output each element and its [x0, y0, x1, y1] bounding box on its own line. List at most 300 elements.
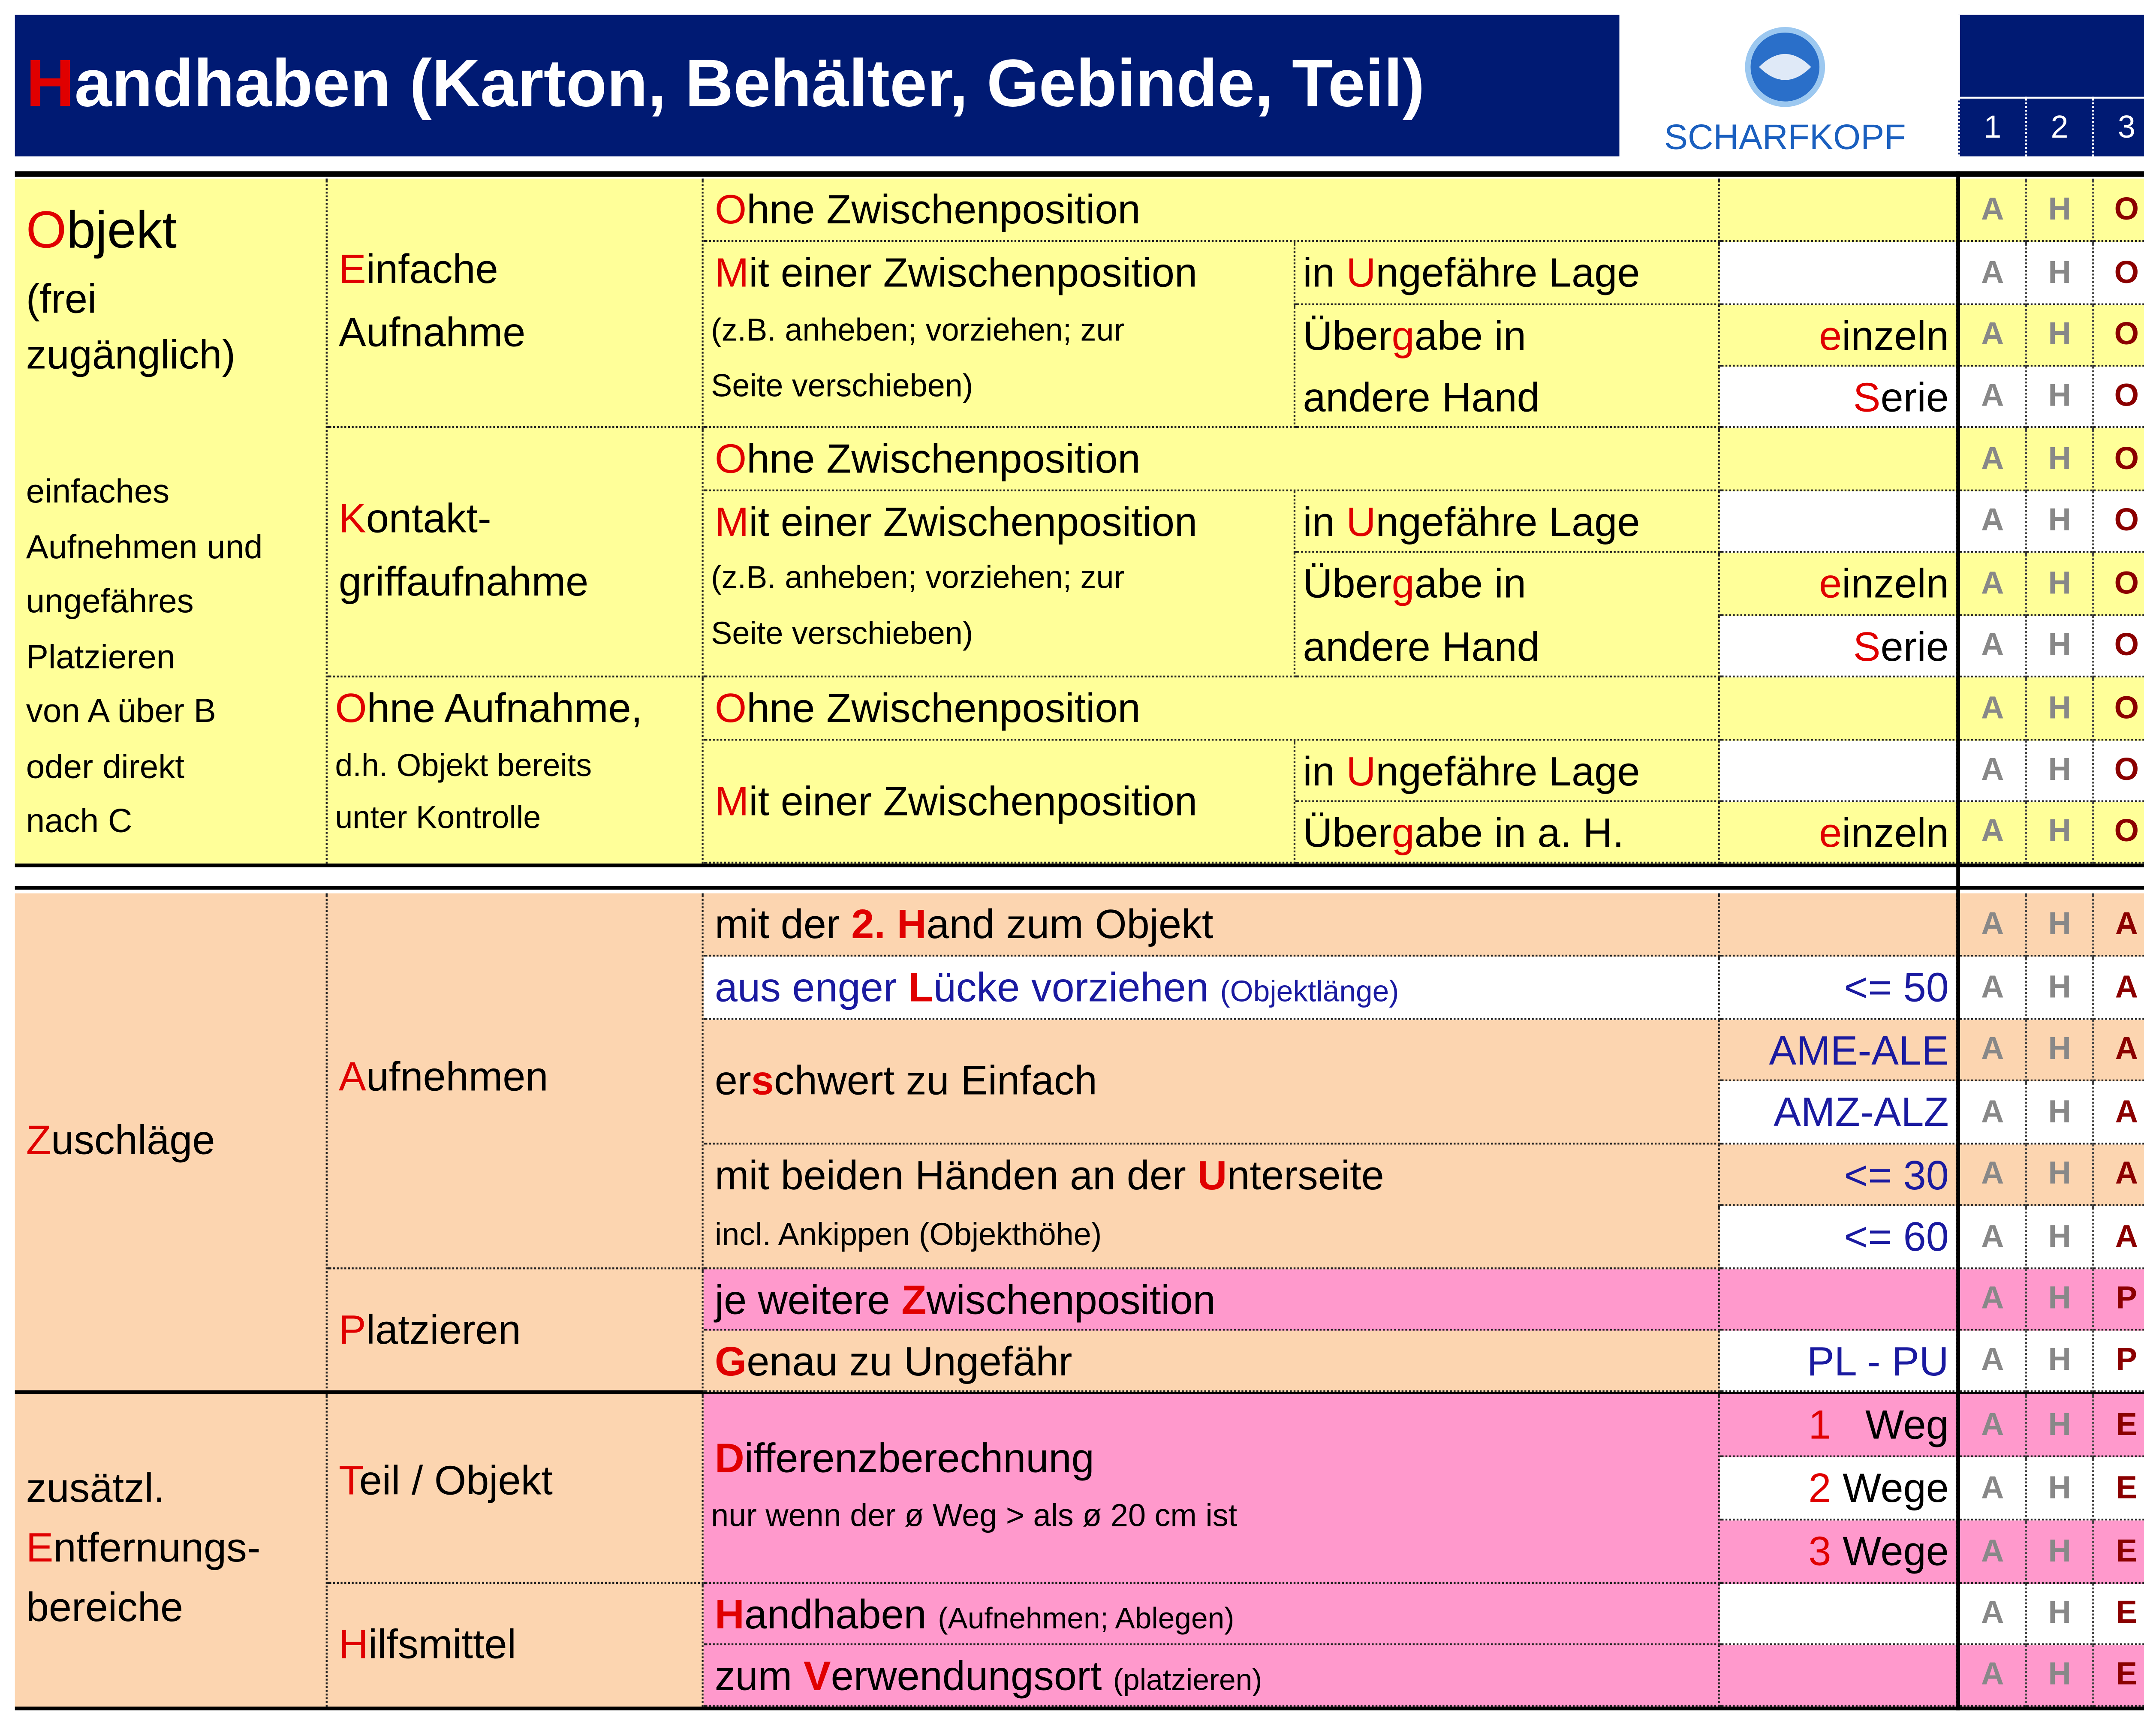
r1-post: and zum Objekt [926, 900, 1214, 948]
code-cell [2025, 491, 2092, 553]
row-weitere-zwischenposition [704, 1269, 1720, 1330]
d-first: D [714, 1435, 744, 1482]
andere-hand [1295, 616, 1720, 677]
code-value: A [2115, 1218, 2138, 1254]
code-cell [2092, 1645, 2144, 1706]
code-value: E [2116, 1532, 2137, 1568]
ohne-first: O [714, 435, 747, 482]
code-col-3 [2092, 97, 2144, 156]
code-value: O [2114, 502, 2139, 538]
r2-small: (Objektlänge) [1220, 977, 1399, 1009]
code-cell [1958, 1457, 2025, 1521]
code-cell [2025, 957, 2092, 1020]
r2-l: L [908, 964, 933, 1011]
code-cell [2025, 1520, 2092, 1584]
code-value: H [2048, 440, 2071, 476]
h-first: H [714, 1591, 744, 1638]
kontakt-rest: ontakt- [366, 495, 491, 542]
h-small: (Aufnehmen; Ablegen) [938, 1604, 1235, 1636]
v-pre: zum [714, 1652, 804, 1700]
objekt-desc-line: oder direkt [26, 747, 184, 785]
code-cell [2092, 179, 2144, 242]
code-value: A [2115, 1093, 2138, 1129]
objekt-label [26, 201, 177, 261]
value-cell [1720, 1020, 1958, 1081]
r3-pre: er [714, 1057, 751, 1104]
code-cell [1958, 179, 2025, 242]
r3-value1: AME-ALE [1769, 1027, 1949, 1074]
row-erschwert [704, 1020, 1720, 1145]
r8-post: enau zu Ungefähr [747, 1338, 1072, 1385]
code-value: A [1981, 502, 2004, 538]
code-value: H [2048, 1656, 2071, 1692]
code-value: A [1981, 1342, 2004, 1378]
code-value: H [2048, 1406, 2071, 1441]
code-value: H [2048, 1155, 2071, 1191]
einzeln [1720, 553, 1958, 616]
code-value: H [2048, 565, 2071, 600]
w1-num: 1 [1808, 1401, 1831, 1448]
ohne-aufnahme-first: O [335, 685, 367, 731]
separator [15, 171, 2144, 177]
mit-zwischenposition [704, 242, 1295, 305]
in-label: in [1303, 249, 1346, 296]
ohne-aufnahme-line3: unter Kontrolle [335, 800, 541, 836]
r1-2: 2. [851, 900, 885, 948]
objekt-frei: (frei [26, 275, 97, 322]
code-cell [2025, 1331, 2092, 1392]
col-a-zuschlaege [15, 894, 328, 1392]
ueber-g: g [1391, 313, 1415, 359]
serie-rest: erie [1880, 623, 1949, 670]
blank-cell [1720, 677, 1958, 741]
r3-s: s [751, 1057, 774, 1104]
r3-value2: AMZ-ALZ [1774, 1089, 1949, 1135]
code-col-label: 1 [1984, 108, 2002, 144]
mit-rest: it einer Zwischenposition [749, 499, 1198, 545]
col-b-hilfsmittel [328, 1584, 704, 1706]
serie-first: S [1853, 374, 1881, 421]
ohne-rest: hne Zwischenposition [747, 685, 1141, 731]
code-value: A [1981, 1406, 2004, 1441]
row-zweite-hand [704, 894, 1720, 957]
objekt-desc-line: ungefähres [26, 582, 194, 620]
w3-label: Wege [1831, 1528, 1949, 1575]
ueber-short-post: abe in a. H. [1414, 809, 1624, 856]
code-cell [2025, 677, 2092, 741]
r5-pre: mit beiden Händen an der [714, 1152, 1198, 1199]
code-value: A [1981, 1469, 2004, 1505]
weg-2 [1720, 1457, 1958, 1521]
code-value: E [2116, 1406, 2137, 1441]
objekt-first: O [26, 201, 67, 259]
in-label: in [1303, 748, 1346, 795]
blank-cell [1720, 491, 1958, 553]
page-title [26, 45, 1425, 122]
title-bar [15, 15, 1620, 156]
ueber-g: g [1391, 809, 1415, 856]
code-cell [2092, 1269, 2144, 1330]
code-cell [2025, 616, 2092, 677]
code-value: A [1981, 378, 2004, 413]
v-first: V [803, 1652, 831, 1700]
code-cell [2025, 1145, 2092, 1206]
row-handhaben [704, 1584, 1720, 1645]
ohne-aufnahme-rest: hne Aufnahme, [367, 685, 643, 731]
code-value: H [2048, 1218, 2071, 1254]
code-value: O [2114, 813, 2139, 849]
code-cell [2092, 242, 2144, 305]
code-cell [2092, 616, 2144, 677]
r1-h: H [897, 900, 927, 948]
code-value: A [1981, 1280, 2004, 1316]
code-value: A [1981, 689, 2004, 725]
objekt-description [26, 465, 263, 849]
einzeln-first: e [1819, 809, 1842, 856]
ohne-rest: hne Zwischenposition [747, 186, 1141, 233]
code-value: A [1981, 752, 2004, 788]
blank-cell [1720, 179, 1958, 242]
andere-hand: andere Hand [1303, 374, 1540, 421]
mit-first: M [714, 778, 749, 824]
code-value: A [1981, 1656, 2004, 1692]
code-value: O [2114, 316, 2139, 352]
r2-post: ücke vorziehen [933, 964, 1220, 1011]
code-value: A [1981, 813, 2004, 849]
code-cell [2092, 367, 2144, 428]
einzeln-first: e [1819, 560, 1842, 607]
ohne-rest: hne Zwischenposition [747, 435, 1141, 482]
blank-cell [1720, 1269, 1958, 1330]
value-cell [1720, 1331, 1958, 1392]
ung-rest: ngefähre Lage [1376, 748, 1640, 795]
aufnehmen-rest: ufnehmen [366, 1053, 548, 1100]
code-value: A [2115, 1031, 2138, 1067]
code-value: A [1981, 905, 2004, 941]
h-rest: andhaben [744, 1591, 938, 1638]
separator [15, 886, 2144, 890]
zb-line1: (z.B. anheben; vorziehen; zur [711, 313, 1125, 348]
w2-label: Wege [1831, 1465, 1949, 1511]
objekt-desc-line: Aufnehmen und [26, 527, 263, 565]
title-text: andhaben (Karton, Behälter, Gebinde, Teil) [74, 45, 1425, 121]
code-value: H [2048, 316, 2071, 352]
r6-text: incl. Ankippen (Objekthöhe) [714, 1217, 1102, 1253]
r5-value: <= 30 [1844, 1152, 1949, 1199]
ung-first: U [1346, 748, 1376, 795]
uebergabe [1295, 553, 1720, 616]
code-value: A [1981, 190, 2004, 226]
w2-num: 2 [1808, 1465, 1831, 1511]
code-cell [2025, 1394, 2092, 1457]
ung-rest: ngefähre Lage [1376, 249, 1640, 296]
hilfsmittel-first: H [339, 1621, 369, 1668]
serie [1720, 616, 1958, 677]
ungefaehre-lage [1295, 242, 1720, 305]
ohne-zwischenposition [704, 677, 1720, 741]
code-cell [2092, 1206, 2144, 1270]
col-b-aufnehmen [328, 894, 704, 1270]
code-cell [1958, 894, 2025, 957]
teil-rest: eil / Objekt [359, 1457, 553, 1504]
code-value: H [2048, 1342, 2071, 1378]
code-cell [2092, 1520, 2144, 1584]
value-cell [1720, 1145, 1958, 1206]
code-value: H [2048, 1469, 2071, 1505]
col-b-teil-objekt [328, 1394, 704, 1584]
code-cell [2025, 1206, 2092, 1270]
globe-icon [1740, 22, 1830, 111]
code-value: H [2048, 905, 2071, 941]
code-cell [2092, 741, 2144, 802]
ungefaehre-lage [1295, 741, 1720, 802]
code-value: A [1981, 440, 2004, 476]
r5-post: nterseite [1227, 1152, 1384, 1199]
code-value: A [1981, 1155, 2004, 1191]
mit-rest: it einer Zwischenposition [749, 249, 1198, 296]
code-cell [1958, 802, 2025, 863]
objekt-zugaenglich: zugänglich) [26, 331, 236, 378]
code-cell [1958, 1020, 2025, 1081]
code-cell [2092, 1145, 2144, 1206]
code-value: O [2114, 689, 2139, 725]
code-value: O [2114, 254, 2139, 289]
code-cell [2092, 957, 2144, 1020]
andere-hand: andere Hand [1303, 623, 1540, 670]
code-cell [1958, 1081, 2025, 1145]
code-value: H [2048, 689, 2071, 725]
code-cell [2092, 1020, 2144, 1081]
code-cell [2092, 894, 2144, 957]
objekt-desc-line: Platzieren [26, 637, 175, 675]
blank-cell [1720, 428, 1958, 491]
code-value: A [2115, 969, 2138, 1004]
ueber-post: abe in [1414, 560, 1526, 607]
d-rest: ifferenzberechnung [744, 1435, 1094, 1482]
ueber-pre: Über [1303, 560, 1392, 607]
code-value: H [2048, 378, 2071, 413]
zb-line2: Seite verschieben) [711, 616, 973, 652]
code-value: O [2114, 752, 2139, 788]
code-cell [1958, 1206, 2025, 1270]
blank-cell [1720, 1584, 1958, 1645]
ohne-aufnahme-line2: d.h. Objekt bereits [335, 748, 592, 784]
code-cell [2092, 491, 2144, 553]
code-cell [1958, 1520, 2025, 1584]
code-value: H [2048, 1093, 2071, 1129]
serie-rest: erie [1880, 374, 1949, 421]
entfernungs-first: E [26, 1524, 54, 1571]
code-value: E [2116, 1656, 2137, 1692]
code-value: H [2048, 752, 2071, 788]
title-first-letter: H [26, 45, 75, 121]
code-cell [2025, 1645, 2092, 1706]
serie [1720, 367, 1958, 428]
objekt-desc-line: nach C [26, 802, 132, 839]
code-value: A [1981, 1031, 2004, 1067]
code-value: H [2048, 502, 2071, 538]
code-value: H [2048, 190, 2071, 226]
r2-pre: aus enger [714, 964, 909, 1011]
v-small: (platzieren) [1113, 1666, 1262, 1697]
code-value: P [2116, 1342, 2137, 1378]
col-a-entfernung [15, 1394, 328, 1706]
code-value: O [2114, 565, 2139, 600]
code-left-border [1956, 171, 1960, 1710]
platzieren-rest: latzieren [366, 1306, 521, 1353]
ohne-first: O [714, 685, 747, 731]
platzieren-first: P [339, 1306, 366, 1353]
blank-cell [1720, 1645, 1958, 1706]
logo [1619, 15, 1951, 156]
mit-first: M [714, 499, 749, 545]
code-value: H [2048, 1595, 2071, 1631]
code-cell [2025, 242, 2092, 305]
code-cell [1958, 242, 2025, 305]
r7-post: wischenposition [926, 1276, 1216, 1324]
einzeln [1720, 305, 1958, 367]
code-col-label: 3 [2117, 108, 2135, 144]
code-value: H [2048, 969, 2071, 1004]
code-cell [1958, 741, 2025, 802]
r8-value: PL - PU [1807, 1338, 1949, 1385]
ung-first: U [1346, 249, 1376, 296]
code-cell [2025, 1269, 2092, 1330]
ung-first: U [1346, 499, 1376, 545]
mit-first: M [714, 249, 749, 296]
zb-note [704, 305, 1295, 428]
code-value: A [1981, 316, 2004, 352]
value-cell [1720, 1206, 1958, 1270]
code-cell [2092, 1584, 2144, 1645]
code-value: O [2114, 627, 2139, 663]
code-cell [2092, 1331, 2144, 1392]
uebergabe-ah [1295, 802, 1720, 863]
r5-u: U [1197, 1152, 1227, 1199]
ueber-pre: Über [1303, 313, 1392, 359]
r2-value: <= 50 [1844, 964, 1949, 1011]
value-cell [1720, 1081, 1958, 1145]
ueber-g: g [1391, 560, 1415, 607]
row-verwendungsort [704, 1645, 1720, 1706]
code-cell [2025, 1584, 2092, 1645]
blank-cell [1720, 242, 1958, 305]
einzeln-rest: inzeln [1842, 313, 1949, 359]
code-value: H [2048, 1280, 2071, 1316]
code-value: O [2114, 378, 2139, 413]
code-cell [1958, 553, 2025, 616]
mit-zwischenposition [704, 491, 1295, 553]
code-value: H [2048, 813, 2071, 849]
ueber-post: abe in [1414, 313, 1526, 359]
code-cell [1958, 1394, 2025, 1457]
code-cell [1958, 1331, 2025, 1392]
code-cell [2025, 367, 2092, 428]
aufnehmen-first: A [339, 1053, 366, 1100]
zb-line1: (z.B. anheben; vorziehen; zur [711, 560, 1125, 596]
einfache-first: E [339, 245, 366, 292]
r6-value: <= 60 [1844, 1213, 1949, 1260]
code-value: H [2048, 1031, 2071, 1067]
einzeln-rest: inzeln [1842, 560, 1949, 607]
code-cell [2025, 428, 2092, 491]
ungefaehre-lage [1295, 491, 1720, 553]
objekt-desc-line: von A über B [26, 692, 216, 730]
einzeln-rest: inzeln [1842, 809, 1949, 856]
code-value: A [1981, 627, 2004, 663]
mit-zwischenposition [704, 741, 1295, 863]
serie-first: S [1853, 623, 1881, 670]
bereiche-label: bereiche [26, 1584, 184, 1631]
ohne-zwischenposition [704, 179, 1720, 242]
code-header [1958, 15, 2144, 97]
row-differenz [704, 1394, 1720, 1584]
zb-note [704, 553, 1295, 677]
einzeln-first: e [1819, 313, 1842, 359]
r7-z: Z [901, 1276, 927, 1324]
code-col-label: 2 [2051, 108, 2069, 144]
code-value: A [2115, 905, 2138, 941]
code-cell [1958, 677, 2025, 741]
code-cell [2092, 553, 2144, 616]
code-cell [2025, 179, 2092, 242]
code-cell [1958, 305, 2025, 367]
einzeln [1720, 802, 1958, 863]
ueber-pre: Über [1303, 809, 1392, 856]
entfernungs-rest: ntfernungs- [53, 1524, 261, 1571]
code-cell [2092, 1394, 2144, 1457]
code-cell [2092, 305, 2144, 367]
weg-3 [1720, 1520, 1958, 1584]
zuschlaege-rest: uschläge [51, 1116, 215, 1163]
bottom-border [15, 1707, 2144, 1711]
row-ankippen [704, 1206, 1720, 1270]
code-cell [2025, 802, 2092, 863]
code-cell [2025, 305, 2092, 367]
value-cell [1720, 957, 1958, 1020]
hilfsmittel-rest: ilfsmittel [368, 1621, 516, 1668]
code-cell [1958, 491, 2025, 553]
code-value: H [2048, 1532, 2071, 1568]
code-value: A [1981, 969, 2004, 1004]
r7-pre: je weitere [714, 1276, 902, 1324]
code-cell [2092, 428, 2144, 491]
code-value: A [1981, 1218, 2004, 1254]
separator [15, 863, 2144, 867]
code-cell [2025, 1457, 2092, 1521]
code-cell [1958, 1645, 2025, 1706]
code-cell [1958, 1269, 2025, 1330]
blank-cell [1720, 894, 1958, 957]
w1-label: Weg [1831, 1401, 1949, 1448]
code-cell [1958, 1145, 2025, 1206]
code-cell [1958, 616, 2025, 677]
code-cell [2025, 553, 2092, 616]
v-rest: erwendungsort [831, 1652, 1113, 1700]
objekt-rest: bjekt [66, 201, 177, 259]
code-value: A [1981, 565, 2004, 600]
andere-hand [1295, 367, 1720, 428]
code-value: P [2116, 1280, 2137, 1316]
col-b-einfache [328, 179, 704, 428]
code-cell [2092, 1457, 2144, 1521]
in-label: in [1303, 499, 1346, 545]
row-enge-luecke [704, 957, 1720, 1020]
r1-pre: mit der [714, 900, 852, 948]
mit-rest: it einer Zwischenposition [749, 778, 1198, 824]
uebergabe [1295, 305, 1720, 367]
zusaetzl-label: zusätzl. [26, 1465, 165, 1511]
